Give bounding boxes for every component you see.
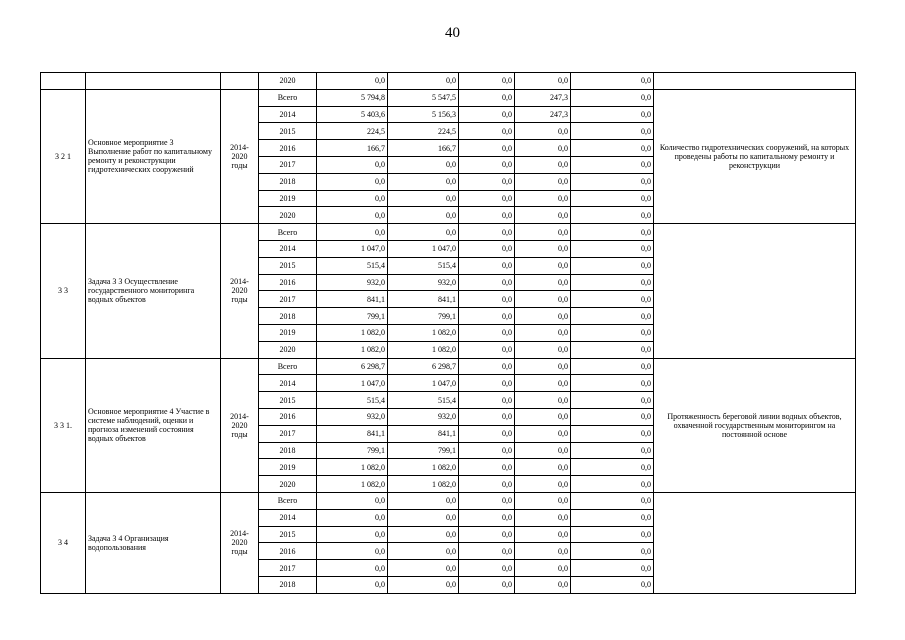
year-cell: 2017 bbox=[259, 156, 317, 173]
value-cell: 6 298,7 bbox=[317, 358, 388, 375]
value-cell: 0,0 bbox=[515, 375, 571, 392]
value-cell: 0,0 bbox=[388, 560, 459, 577]
value-cell: 0,0 bbox=[317, 492, 388, 509]
value-cell: 6 298,7 bbox=[388, 358, 459, 375]
value-cell: 0,0 bbox=[515, 576, 571, 593]
value-cell: 0,0 bbox=[571, 190, 654, 207]
value-cell: 515,4 bbox=[388, 257, 459, 274]
value-cell: 0,0 bbox=[317, 576, 388, 593]
group-name: Основное мероприятие 4 Участие в системе наблюдений, оценки и прогноза изменений состояния водных объектов bbox=[86, 358, 221, 492]
value-cell: 0,0 bbox=[571, 543, 654, 560]
value-cell: 0,0 bbox=[515, 408, 571, 425]
value-cell: 0,0 bbox=[515, 308, 571, 325]
value-cell: 0,0 bbox=[459, 89, 515, 106]
value-cell: 0,0 bbox=[459, 308, 515, 325]
value-cell: 0,0 bbox=[459, 324, 515, 341]
value-cell: 1 082,0 bbox=[388, 341, 459, 358]
value-cell: 932,0 bbox=[317, 274, 388, 291]
value-cell: 932,0 bbox=[388, 408, 459, 425]
value-cell: 5 547,5 bbox=[388, 89, 459, 106]
value-cell: 0,0 bbox=[459, 375, 515, 392]
value-cell: 5 156,3 bbox=[388, 106, 459, 123]
indicator-cell: Протяженность береговой линии водных объектов, охваченной государственным мониторингом на постоянной основе bbox=[654, 358, 856, 492]
value-cell: 932,0 bbox=[388, 274, 459, 291]
group-number: 3 4 bbox=[41, 492, 86, 593]
value-cell: 0,0 bbox=[571, 408, 654, 425]
value-cell: 0,0 bbox=[459, 509, 515, 526]
value-cell: 0,0 bbox=[571, 123, 654, 140]
value-cell: 0,0 bbox=[388, 509, 459, 526]
value-cell: 0,0 bbox=[571, 257, 654, 274]
year-cell: 2018 bbox=[259, 173, 317, 190]
value-cell: 0,0 bbox=[459, 476, 515, 493]
value-cell: 0,0 bbox=[459, 492, 515, 509]
value-cell: 5 794,8 bbox=[317, 89, 388, 106]
year-cell: 2019 bbox=[259, 459, 317, 476]
value-cell: 0,0 bbox=[571, 459, 654, 476]
value-cell: 0,0 bbox=[515, 492, 571, 509]
indicator-cell bbox=[654, 492, 856, 593]
value-cell: 841,1 bbox=[317, 291, 388, 308]
year-cell: 2018 bbox=[259, 442, 317, 459]
year-cell: 2017 bbox=[259, 291, 317, 308]
year-cell: 2020 bbox=[259, 73, 317, 90]
value-cell: 1 082,0 bbox=[317, 341, 388, 358]
table-row bbox=[41, 89, 856, 106]
value-cell: 0,0 bbox=[388, 224, 459, 241]
value-cell: 247,3 bbox=[515, 106, 571, 123]
value-cell: 0,0 bbox=[317, 190, 388, 207]
value-cell: 0,0 bbox=[388, 492, 459, 509]
value-cell: 841,1 bbox=[388, 291, 459, 308]
year-cell: 2018 bbox=[259, 576, 317, 593]
value-cell: 0,0 bbox=[388, 526, 459, 543]
value-cell: 0,0 bbox=[515, 560, 571, 577]
value-cell: 0,0 bbox=[459, 274, 515, 291]
value-cell: 0,0 bbox=[515, 526, 571, 543]
year-cell: 2014 bbox=[259, 106, 317, 123]
value-cell: 1 082,0 bbox=[317, 459, 388, 476]
value-cell: 1 082,0 bbox=[388, 324, 459, 341]
value-cell: 0,0 bbox=[317, 509, 388, 526]
value-cell: 1 082,0 bbox=[388, 476, 459, 493]
value-cell: 0,0 bbox=[571, 291, 654, 308]
value-cell: 0,0 bbox=[515, 224, 571, 241]
year-cell: 2017 bbox=[259, 560, 317, 577]
value-cell: 0,0 bbox=[388, 156, 459, 173]
value-cell: 0,0 bbox=[459, 207, 515, 224]
value-cell: 0,0 bbox=[571, 341, 654, 358]
value-cell: 0,0 bbox=[459, 173, 515, 190]
value-cell: 0,0 bbox=[571, 324, 654, 341]
value-cell: 0,0 bbox=[515, 190, 571, 207]
year-cell: Всего bbox=[259, 224, 317, 241]
indicator-cell bbox=[654, 73, 856, 90]
value-cell: 0,0 bbox=[571, 140, 654, 157]
value-cell: 0,0 bbox=[459, 543, 515, 560]
value-cell: 0,0 bbox=[571, 375, 654, 392]
value-cell: 799,1 bbox=[388, 308, 459, 325]
value-cell: 0,0 bbox=[459, 224, 515, 241]
value-cell: 0,0 bbox=[459, 576, 515, 593]
value-cell: 0,0 bbox=[515, 291, 571, 308]
value-cell: 166,7 bbox=[317, 140, 388, 157]
value-cell: 841,1 bbox=[388, 425, 459, 442]
year-cell: 2015 bbox=[259, 123, 317, 140]
indicator-cell bbox=[654, 224, 856, 358]
value-cell: 166,7 bbox=[388, 140, 459, 157]
value-cell: 0,0 bbox=[515, 341, 571, 358]
period-cell bbox=[221, 73, 259, 90]
value-cell: 932,0 bbox=[317, 408, 388, 425]
value-cell: 0,0 bbox=[459, 392, 515, 409]
value-cell: 0,0 bbox=[459, 257, 515, 274]
value-cell: 0,0 bbox=[515, 140, 571, 157]
value-cell: 0,0 bbox=[317, 526, 388, 543]
value-cell: 0,0 bbox=[459, 408, 515, 425]
value-cell: 0,0 bbox=[459, 442, 515, 459]
year-cell: 2014 bbox=[259, 240, 317, 257]
value-cell: 0,0 bbox=[459, 291, 515, 308]
value-cell: 0,0 bbox=[515, 509, 571, 526]
value-cell: 0,0 bbox=[571, 358, 654, 375]
value-cell: 0,0 bbox=[571, 308, 654, 325]
value-cell: 0,0 bbox=[515, 324, 571, 341]
value-cell: 0,0 bbox=[459, 123, 515, 140]
value-cell: 0,0 bbox=[515, 425, 571, 442]
value-cell: 0,0 bbox=[388, 173, 459, 190]
value-cell: 0,0 bbox=[571, 274, 654, 291]
value-cell: 515,4 bbox=[388, 392, 459, 409]
budget-table bbox=[40, 72, 856, 594]
value-cell: 0,0 bbox=[515, 156, 571, 173]
value-cell: 0,0 bbox=[571, 442, 654, 459]
value-cell: 0,0 bbox=[515, 543, 571, 560]
name-cell bbox=[86, 73, 221, 90]
group-period: 2014-2020 годы bbox=[221, 492, 259, 593]
value-cell: 1 047,0 bbox=[388, 240, 459, 257]
year-cell: 2016 bbox=[259, 274, 317, 291]
value-cell: 224,5 bbox=[317, 123, 388, 140]
value-cell: 0,0 bbox=[571, 560, 654, 577]
value-cell: 1 047,0 bbox=[317, 375, 388, 392]
table-row bbox=[41, 73, 856, 90]
value-cell: 1 047,0 bbox=[317, 240, 388, 257]
value-cell: 0,0 bbox=[571, 224, 654, 241]
value-cell: 0,0 bbox=[515, 274, 571, 291]
value-cell: 0,0 bbox=[317, 207, 388, 224]
value-cell: 0,0 bbox=[459, 358, 515, 375]
value-cell: 0,0 bbox=[459, 140, 515, 157]
group-period: 2014-2020 годы bbox=[221, 224, 259, 358]
value-cell: 0,0 bbox=[515, 123, 571, 140]
value-cell: 0,0 bbox=[459, 560, 515, 577]
group-number: 3 3 bbox=[41, 224, 86, 358]
value-cell: 0,0 bbox=[388, 73, 459, 90]
year-cell: 2016 bbox=[259, 543, 317, 560]
value-cell: 0,0 bbox=[317, 224, 388, 241]
value-cell: 1 082,0 bbox=[317, 324, 388, 341]
year-cell: 2018 bbox=[259, 308, 317, 325]
value-cell: 0,0 bbox=[515, 459, 571, 476]
value-cell: 799,1 bbox=[317, 442, 388, 459]
value-cell: 0,0 bbox=[388, 207, 459, 224]
value-cell: 515,4 bbox=[317, 392, 388, 409]
value-cell: 0,0 bbox=[515, 73, 571, 90]
year-cell: 2015 bbox=[259, 392, 317, 409]
page-number: 40 bbox=[445, 25, 460, 41]
year-cell: Всего bbox=[259, 358, 317, 375]
value-cell: 0,0 bbox=[571, 526, 654, 543]
group-number: 3 2 1 bbox=[41, 89, 86, 223]
value-cell: 0,0 bbox=[459, 341, 515, 358]
value-cell: 799,1 bbox=[317, 308, 388, 325]
year-cell: 2019 bbox=[259, 190, 317, 207]
value-cell: 515,4 bbox=[317, 257, 388, 274]
value-cell: 0,0 bbox=[571, 173, 654, 190]
value-cell: 0,0 bbox=[515, 392, 571, 409]
year-cell: 2014 bbox=[259, 375, 317, 392]
value-cell: 841,1 bbox=[317, 425, 388, 442]
value-cell: 0,0 bbox=[317, 543, 388, 560]
table-row bbox=[41, 358, 856, 375]
budget-table-body bbox=[41, 73, 856, 594]
group-period: 2014-2020 годы bbox=[221, 89, 259, 223]
value-cell: 0,0 bbox=[515, 173, 571, 190]
year-cell: Всего bbox=[259, 89, 317, 106]
year-cell: 2017 bbox=[259, 425, 317, 442]
value-cell: 1 047,0 bbox=[388, 375, 459, 392]
year-cell: 2015 bbox=[259, 526, 317, 543]
indicator-cell: Количество гидротехнических сооружений, на которых проведены работы по капитальному ремонту и реконструкции bbox=[654, 89, 856, 223]
year-cell: 2019 bbox=[259, 324, 317, 341]
value-cell: 0,0 bbox=[388, 190, 459, 207]
value-cell: 0,0 bbox=[515, 207, 571, 224]
value-cell: 0,0 bbox=[515, 240, 571, 257]
value-cell: 0,0 bbox=[515, 358, 571, 375]
group-period: 2014-2020 годы bbox=[221, 358, 259, 492]
value-cell: 0,0 bbox=[571, 425, 654, 442]
group-name: Задача 3 4 Организация водопользования bbox=[86, 492, 221, 593]
value-cell: 0,0 bbox=[571, 476, 654, 493]
year-cell: 2020 bbox=[259, 341, 317, 358]
value-cell: 0,0 bbox=[459, 459, 515, 476]
value-cell: 0,0 bbox=[571, 73, 654, 90]
value-cell: 0,0 bbox=[388, 543, 459, 560]
group-name: Основное мероприятие 3 Выполнение работ по капитальному ремонту и реконструкции гидротехнических сооружений bbox=[86, 89, 221, 223]
value-cell: 0,0 bbox=[459, 526, 515, 543]
table-row bbox=[41, 224, 856, 241]
value-cell: 0,0 bbox=[515, 257, 571, 274]
value-cell: 0,0 bbox=[317, 156, 388, 173]
value-cell: 0,0 bbox=[571, 492, 654, 509]
value-cell: 0,0 bbox=[388, 576, 459, 593]
value-cell: 0,0 bbox=[459, 106, 515, 123]
value-cell: 1 082,0 bbox=[388, 459, 459, 476]
year-cell: 2014 bbox=[259, 509, 317, 526]
group-number: 3 3 1. bbox=[41, 358, 86, 492]
year-cell: 2015 bbox=[259, 257, 317, 274]
year-cell: 2016 bbox=[259, 140, 317, 157]
value-cell: 0,0 bbox=[571, 207, 654, 224]
table-row bbox=[41, 492, 856, 509]
year-cell: 2020 bbox=[259, 207, 317, 224]
value-cell: 0,0 bbox=[571, 576, 654, 593]
value-cell: 247,3 bbox=[515, 89, 571, 106]
value-cell: 0,0 bbox=[317, 173, 388, 190]
value-cell: 224,5 bbox=[388, 123, 459, 140]
year-cell: Всего bbox=[259, 492, 317, 509]
value-cell: 0,0 bbox=[459, 425, 515, 442]
value-cell: 0,0 bbox=[571, 509, 654, 526]
value-cell: 0,0 bbox=[571, 89, 654, 106]
value-cell: 1 082,0 bbox=[317, 476, 388, 493]
value-cell: 799,1 bbox=[388, 442, 459, 459]
value-cell: 0,0 bbox=[571, 392, 654, 409]
value-cell: 0,0 bbox=[459, 190, 515, 207]
value-cell: 5 403,6 bbox=[317, 106, 388, 123]
value-cell: 0,0 bbox=[571, 240, 654, 257]
value-cell: 0,0 bbox=[459, 73, 515, 90]
value-cell: 0,0 bbox=[571, 156, 654, 173]
value-cell: 0,0 bbox=[317, 560, 388, 577]
value-cell: 0,0 bbox=[317, 73, 388, 90]
value-cell: 0,0 bbox=[515, 442, 571, 459]
value-cell: 0,0 bbox=[571, 106, 654, 123]
num-cell bbox=[41, 73, 86, 90]
group-name: Задача 3 3 Осуществление государственного мониторинга водных объектов bbox=[86, 224, 221, 358]
year-cell: 2016 bbox=[259, 408, 317, 425]
value-cell: 0,0 bbox=[459, 240, 515, 257]
year-cell: 2020 bbox=[259, 476, 317, 493]
value-cell: 0,0 bbox=[515, 476, 571, 493]
value-cell: 0,0 bbox=[459, 156, 515, 173]
